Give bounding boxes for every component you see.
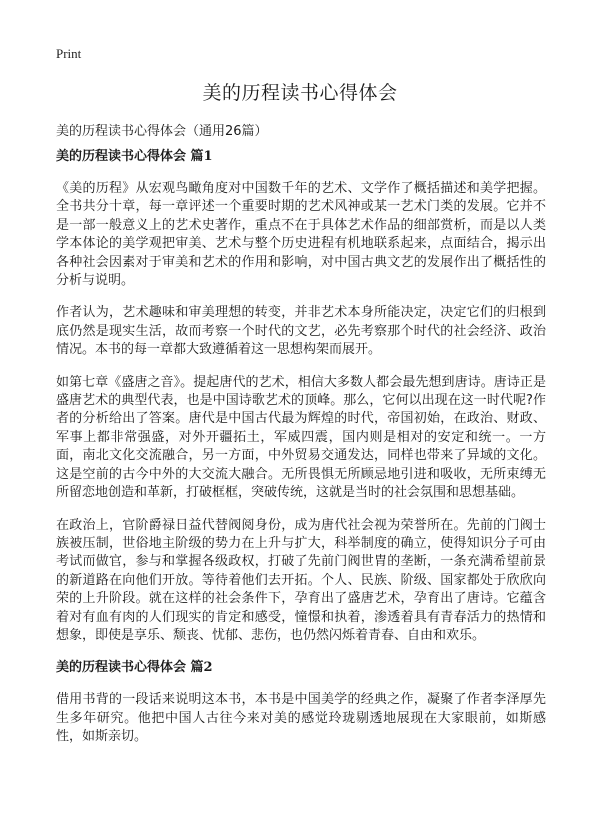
paragraph: 《美的历程》从宏观鸟瞰角度对中国数千年的艺术、文学作了概括描述和美学把握。全书共分十章，每一章评述一个重要时期的艺术风神或某一艺术门类的发展。它并不是一部一般意义上的艺术史著作，重点不在于具体艺术作品的细部赏析，而是以人类学本体论的美学观把审美、艺术与整个历史进程有机地联系起来，点面结合，揭示出各种社会因素对于审美和艺术的作用和影响，对中国古典文艺的发展作出了概括性的分析与说明。	[56, 181, 546, 289]
page-title: 美的历程读书心得体会	[202, 82, 398, 104]
paragraph: 借用书背的一段话来说明这本书，本书是中国美学的经典之作，凝聚了作者李泽厚先生多年研究。他把中国人古往今来对美的感觉玲珑剔透地展现在大家眼前，如斯感性，如斯亲切。	[56, 692, 546, 745]
paragraph: 作者认为，艺术趣味和审美理想的转变，并非艺术本身所能决定，决定它们的归根到底仍然是现实生活，故而考察一个时代的文艺，必先考察那个时代的社会经济、政治情况。本书的每一章都大致遵循着这一思想构架而展开。	[56, 305, 546, 358]
section-heading: 美的历程读书心得体会 篇1	[56, 149, 213, 164]
paragraph: 如第七章《盛唐之音》。提起唐代的艺术，相信大多数人都会最先想到唐诗。唐诗正是盛唐艺术的典型代表，也是中国诗歌艺术的顶峰。那么，它何以出现在这一时代呢?作者的分析给出了答案。唐代是中国古代最为辉煌的时代，帝国初始，在政治、财政、军事上都非常强盛，对外开疆拓土，军威四震，国内则是相对的安定和统一。一方面，南北文化交流融合，另一方面，中外贸易交通发达，同样也带来了异域的文化。这是空前的古今中外的大交流大融合。无所畏惧无所顾忌地引进和吸收，无所束缚无所留恋地创造和革新，打破框框，突破传统，这就是当时的社会氛围和思想基础。	[56, 374, 546, 501]
print-link[interactable]: Print	[56, 46, 82, 61]
article-content	[56, 148, 546, 761]
paragraph: 在政治上，官阶爵禄日益代替阀阅身份，成为唐代社会视为荣誉所在。先前的门阀士族被压制，世俗地主阶级的势力在上升与扩大，科举制度的确立，使得知识分子可由考试而做官，参与和掌握各级政权，打破了先前门阀世胄的垄断，一条充满希望前景的新道路在向他们开放。等待着他们去开拓。个人、民族、阶级、国家都处于欣欣向荣的上升阶段。就在这样的社会条件下，孕育出了盛唐艺术，孕育出了唐诗。它蕴含着对有血有肉的人们现实的肯定和感受，憧憬和执着，渗透着具有青春活力的热情和想象，即使是享乐、颓丧、忧郁、悲伤，也仍然闪烁着青春、自由和欢乐。	[56, 517, 546, 643]
page-subtitle: 美的历程读书心得体会（通用26篇）	[56, 124, 268, 139]
section-heading: 美的历程读书心得体会 篇2	[56, 660, 213, 676]
